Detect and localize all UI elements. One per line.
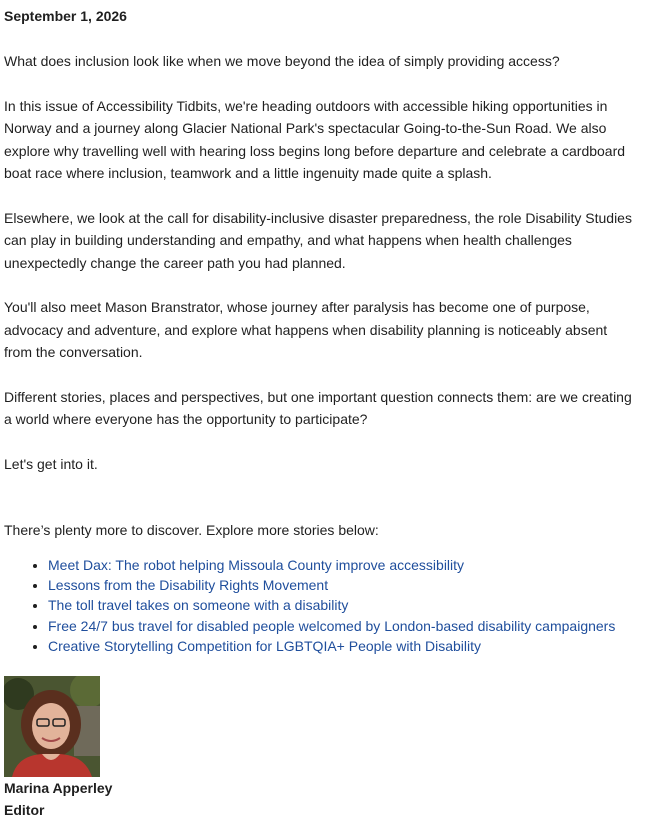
story-link-rights-movement[interactable]: Lessons from the Disability Rights Movement <box>48 577 329 594</box>
story-link-bus-travel[interactable]: Free 24/7 bus travel for disabled people welcomed by London-based disability campaigners <box>48 617 616 634</box>
intro-paragraph-6: Let's get into it. <box>4 455 98 472</box>
issue-date: September 1, 2026 <box>4 8 127 24</box>
list-item <box>48 555 653 575</box>
editor-avatar <box>4 676 100 777</box>
editor-portrait-image <box>4 676 100 777</box>
editor-name: Marina Apperley <box>4 780 113 797</box>
list-item <box>48 595 653 615</box>
story-list <box>4 555 653 656</box>
more-stories-intro: There’s plenty more to discover. Explore more stories below: <box>4 522 379 538</box>
intro-paragraph-5: Different stories, places and perspectives, but one important question connects them: are we creating a world where everyone has the opportunity to participate? <box>4 388 632 427</box>
list-item <box>48 616 653 636</box>
list-item <box>48 575 653 595</box>
story-link-storytelling[interactable]: Creative Storytelling Competition for LGBTQIA+ People with Disability <box>48 637 482 654</box>
intro-paragraph-4: You'll also meet Mason Branstrator, whose journey after paralysis has become one of purpose, advocacy and adventure, and explore what happens when disability planning is noticeably absent from the conversation. <box>4 299 608 360</box>
intro-paragraph-3: Elsewhere, we look at the call for disability-inclusive disaster preparedness, the role Disability Studies can play in building understanding and empathy, and what happens when health challenges unexpectedly change the career path you had planned. <box>4 209 632 271</box>
story-link-dax[interactable]: Meet Dax: The robot helping Missoula County improve accessibility <box>48 557 465 573</box>
list-item <box>48 636 653 656</box>
editor-role: Editor <box>4 802 45 819</box>
section-spacer <box>4 497 653 519</box>
intro-paragraph-1: What does inclusion look like when we move beyond the idea of simply providing access? <box>4 53 560 69</box>
intro-paragraph-2: In this issue of Accessibility Tidbits, we're heading outdoors with accessible hiking opportunities in Norway and a journey along Glacier National Park's spectacular Going-to-the-Sun Road. We also explore why travelling well with hearing loss begins long before departure and celebrate a cardboard boat race where inclusion, teamwork and a little ingenuity made quite a splash. <box>4 97 626 181</box>
story-link-toll-travel[interactable]: The toll travel takes on someone with a disability <box>48 597 349 614</box>
